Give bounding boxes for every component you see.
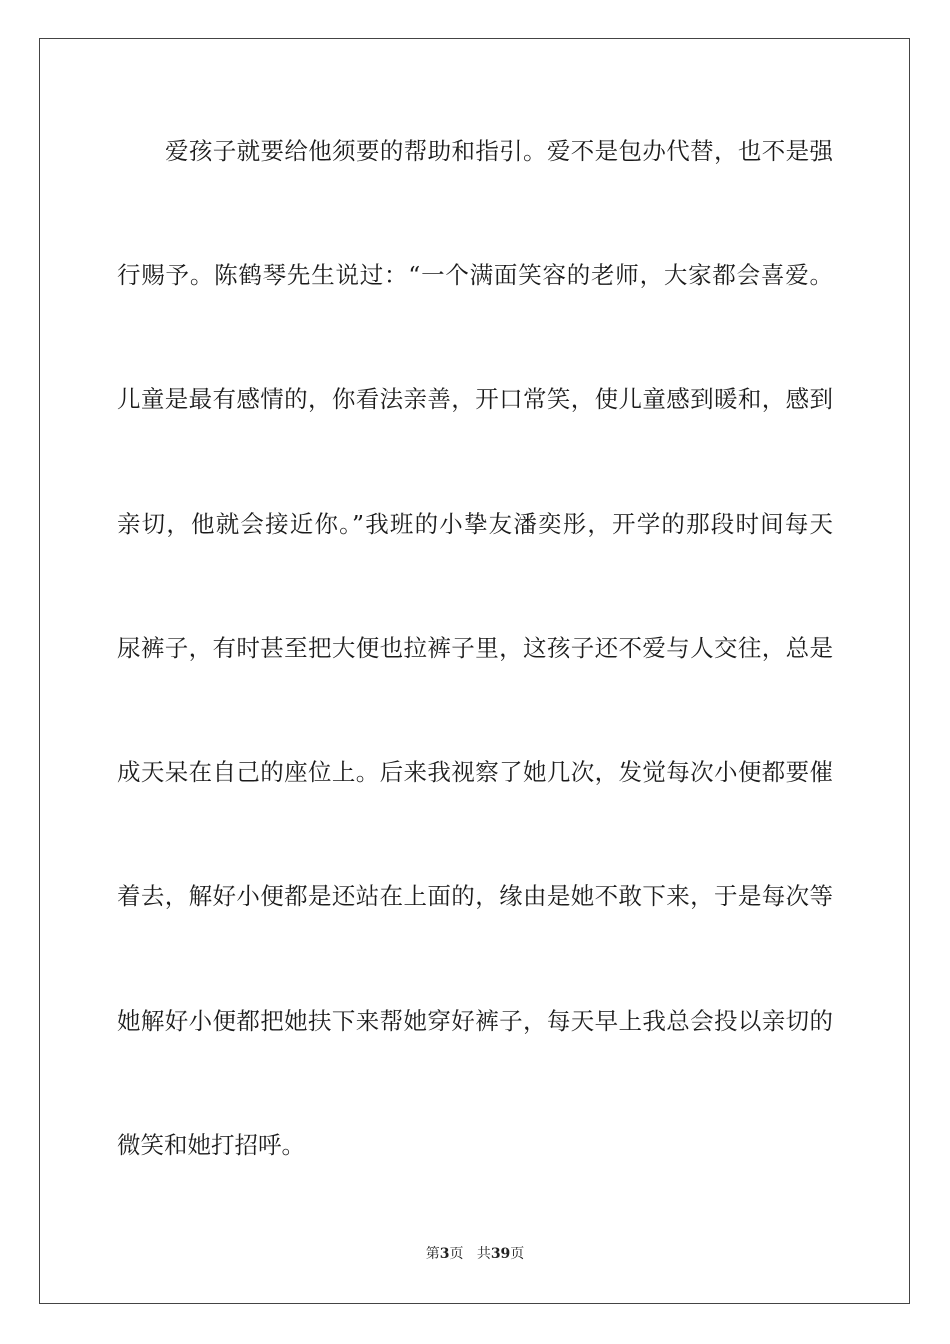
page-footer xyxy=(0,1245,950,1263)
page-prefix: 第 xyxy=(425,1246,440,1262)
total-prefix: 共 xyxy=(476,1246,491,1262)
total-pages: 39 xyxy=(490,1246,511,1262)
paragraph-line-6: 成天呆在自己的座位上。后来我视察了她几次，发觉每次小便都要催 xyxy=(117,758,833,786)
paragraph-line-5: 尿裤子，有时甚至把大便也拉裤子里，这孩子还不爱与人交往，总是 xyxy=(117,634,833,662)
paragraph-line-8: 她解好小便都把她扶下来帮她穿好裤子，每天早上我总会投以亲切的 xyxy=(117,1007,833,1035)
paragraph-line-1: 爱孩子就要给他须要的帮助和指引。爱不是包办代替，也不是强 xyxy=(165,137,833,165)
paragraph-line-2: 行赐予。陈鹤琴先生说过：“一个满面笑容的老师，大家都会喜爱。 xyxy=(117,261,833,289)
page-number: 3 xyxy=(439,1246,450,1262)
paragraph-line-9: 微笑和她打招呼。 xyxy=(117,1131,305,1159)
paragraph-line-7: 着去，解好小便都是还站在上面的，缘由是她不敢下来，于是每次等 xyxy=(117,882,833,910)
page-border xyxy=(39,38,910,1304)
total-suffix: 页 xyxy=(510,1246,525,1262)
page-suffix: 页 xyxy=(449,1246,464,1262)
paragraph-line-4: 亲切，他就会接近你。”我班的小挚友潘奕彤，开学的那段时间每天 xyxy=(117,510,833,538)
paragraph-line-3: 儿童是最有感情的，你看法亲善，开口常笑，使儿童感到暖和，感到 xyxy=(117,385,833,413)
